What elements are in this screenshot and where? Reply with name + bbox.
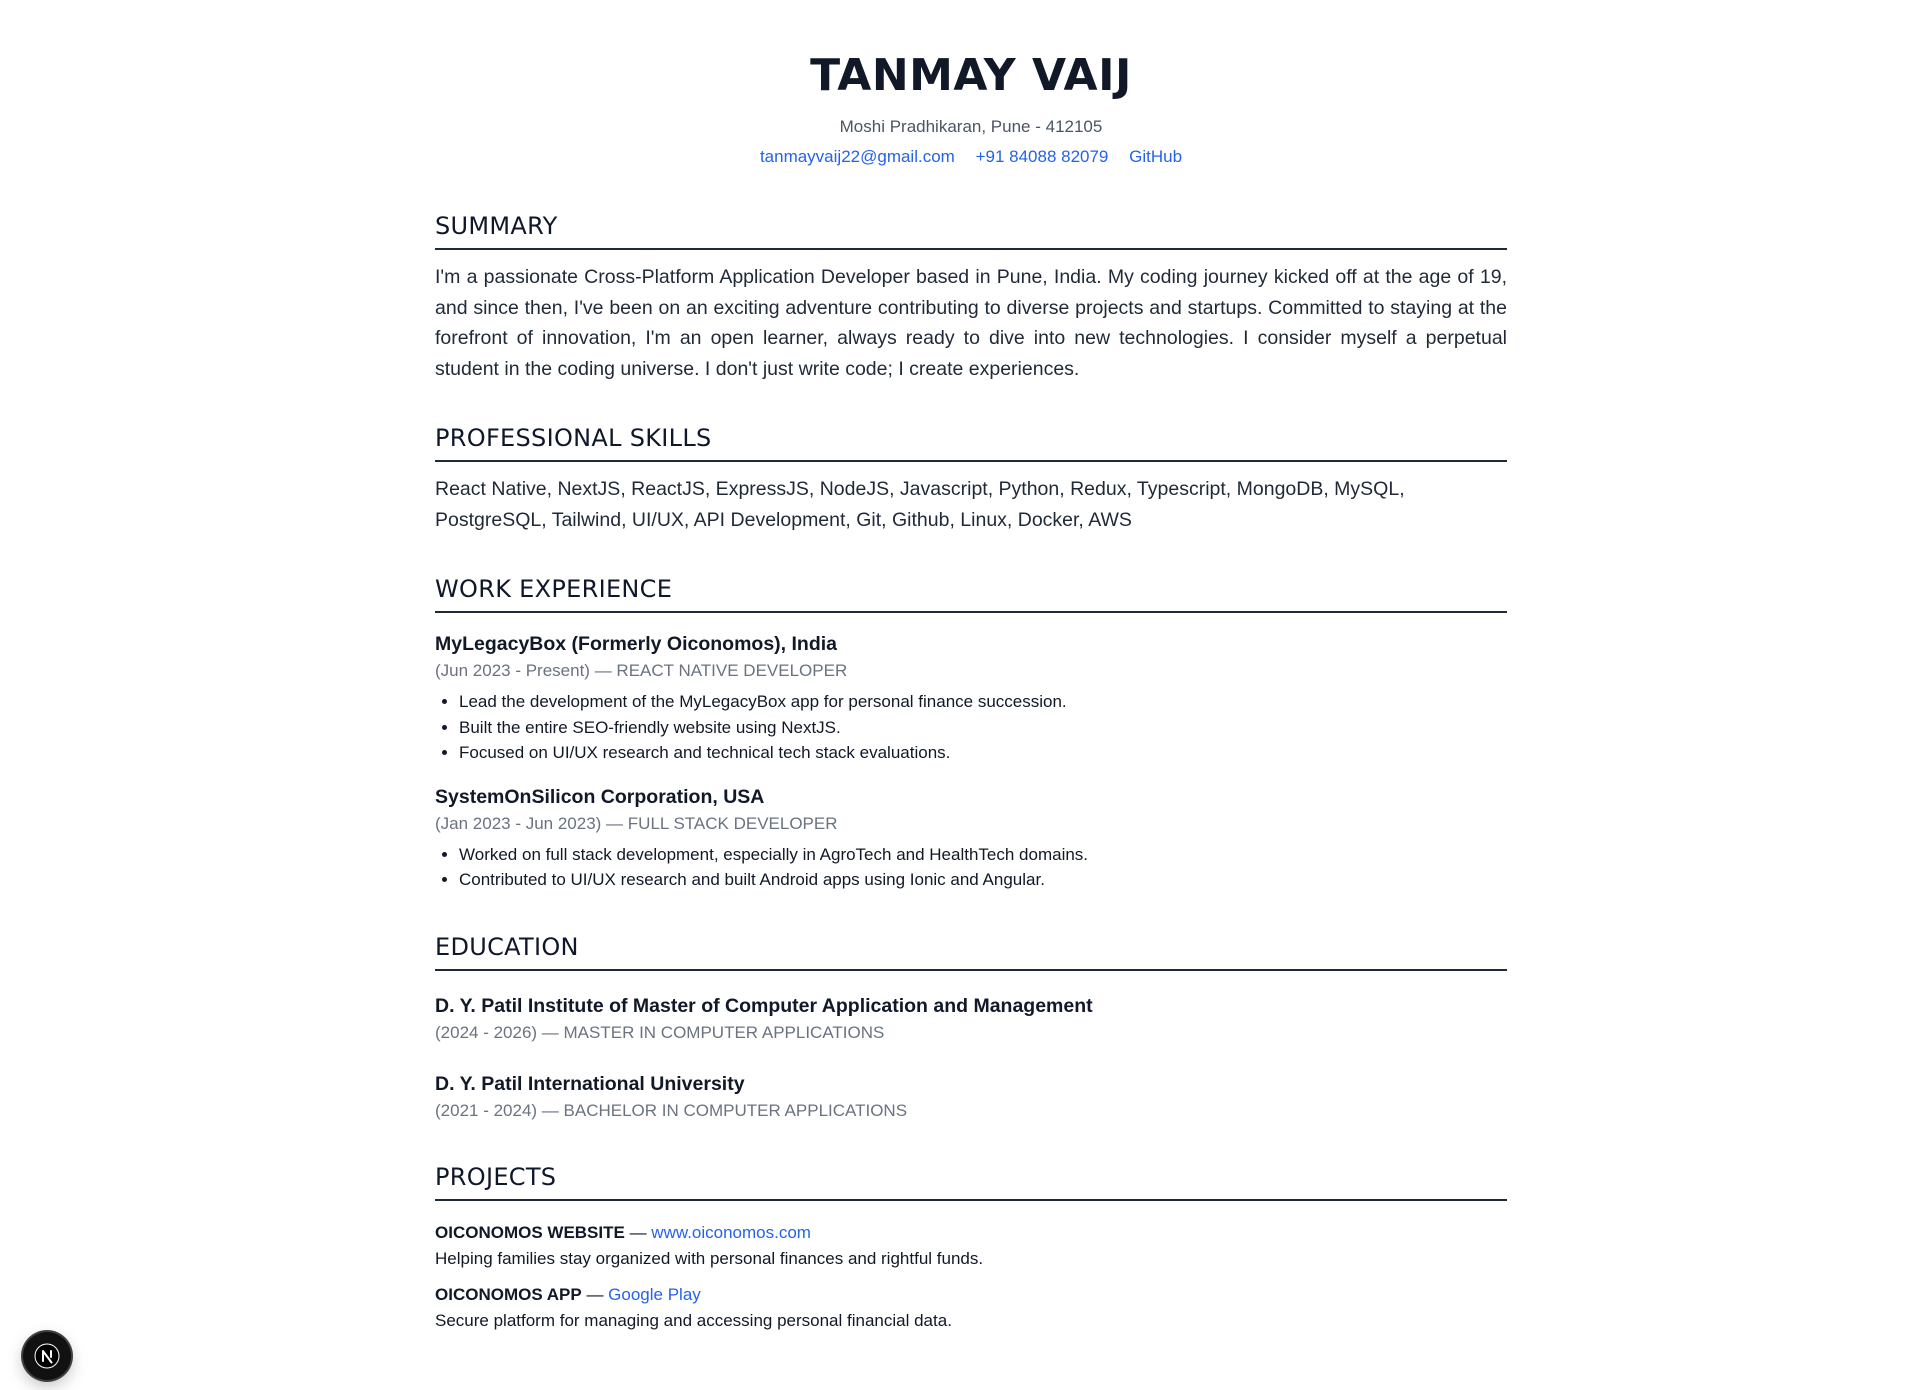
- contact-links: [435, 146, 1507, 168]
- job-bullet: • Focused on UI/UX research and technical tech stack evaluations.: [459, 740, 1507, 766]
- project-separator: —: [581, 1284, 609, 1304]
- summary-text: I'm a passionate Cross-Platform Application Developer based in Pune, India. My coding journey kicked off at the age of 19, and since then, I've been on an exciting adventure contributing to diverse projects and startups. Committed to staying at the forefront of innovation, I'm an open learner, always ready to dive into new technologies. I consider myself a perpetual student in the coding universe. I don't just write code; I create experiences.: [435, 266, 1507, 380]
- nextjs-dev-tools-button[interactable]: [23, 1332, 71, 1380]
- project-description: Helping families stay organized with personal finances and rightful funds.: [435, 1248, 984, 1268]
- job-bullets: [435, 689, 1507, 766]
- education-entry: [435, 1071, 1507, 1123]
- project-heading: [435, 1283, 1507, 1307]
- projects-section: [435, 1161, 1507, 1333]
- project-entry: [435, 1283, 1507, 1333]
- job-meta: (Jan 2023 - Jun 2023) — FULL STACK DEVELOPER: [435, 813, 838, 833]
- resume-page: [435, 0, 1507, 1333]
- project-link[interactable]: Google Play: [608, 1284, 701, 1304]
- project-separator: —: [624, 1222, 652, 1242]
- resume-header: [435, 0, 1507, 168]
- section-title-experience: WORK EXPERIENCE: [435, 573, 1507, 613]
- education-section: [435, 931, 1507, 1123]
- project-name: OICONOMOS WEBSITE: [435, 1222, 625, 1242]
- project-heading: [435, 1221, 1507, 1245]
- project-entry: [435, 1221, 1507, 1271]
- job-bullet: • Worked on full stack development, especially in AgroTech and HealthTech domains.: [459, 842, 1507, 868]
- job-meta: (Jun 2023 - Present) — REACT NATIVE DEVELOPER: [435, 661, 848, 680]
- candidate-name: TANMAY VAIJ: [810, 50, 1132, 101]
- job-bullet: • Built the entire SEO-friendly website using NextJS.: [459, 715, 1507, 741]
- address: Moshi Pradhikaran, Pune - 412105: [839, 117, 1103, 136]
- skills-section: [435, 422, 1507, 535]
- project-link[interactable]: www.oiconomos.com: [651, 1222, 811, 1242]
- email-link[interactable]: tanmayvaij22@gmail.com: [759, 147, 955, 166]
- job-company: MyLegacyBox (Formerly Oiconomos), India: [435, 633, 837, 655]
- skills-text: React Native, NextJS, ReactJS, ExpressJS, NodeJS, Javascript, Python, Redux, Typescript, MongoDB, MySQL, PostgreSQL, Tailwind, UI/UX, API Development, Git, Github, Linux, Docker, AWS: [435, 478, 1405, 531]
- section-title-skills: PROFESSIONAL SKILLS: [435, 422, 1507, 462]
- experience-section: [435, 573, 1507, 893]
- education-institution: D. Y. Patil Institute of Master of Computer Application and Management: [435, 994, 1093, 1017]
- education-meta: (2021 - 2024) — BACHELOR IN COMPUTER APPLICATIONS: [435, 1100, 908, 1120]
- project-description: Secure platform for managing and accessing personal financial data.: [435, 1310, 952, 1330]
- job-bullets: [435, 842, 1507, 893]
- section-title-summary: SUMMARY: [435, 210, 1507, 250]
- job-bullet: • Contributed to UI/UX research and built Android apps using Ionic and Angular.: [459, 867, 1507, 893]
- nextjs-logo-icon: [34, 1343, 60, 1369]
- education-entry: [435, 993, 1507, 1045]
- education-meta: (2024 - 2026) — MASTER IN COMPUTER APPLICATIONS: [435, 1022, 885, 1042]
- job-entry: [435, 784, 1507, 893]
- github-link[interactable]: GitHub: [1129, 147, 1183, 166]
- job-entry: [435, 631, 1507, 766]
- phone-link[interactable]: +91 84088 82079: [975, 147, 1109, 166]
- summary-section: [435, 210, 1507, 384]
- project-name: OICONOMOS APP: [435, 1284, 582, 1304]
- section-title-education: EDUCATION: [435, 931, 1507, 971]
- education-institution: D. Y. Patil International University: [435, 1072, 745, 1095]
- job-company: SystemOnSilicon Corporation, USA: [435, 785, 765, 808]
- job-bullet: • Lead the development of the MyLegacyBox app for personal finance succession.: [459, 689, 1507, 715]
- section-title-projects: PROJECTS: [435, 1161, 1507, 1201]
